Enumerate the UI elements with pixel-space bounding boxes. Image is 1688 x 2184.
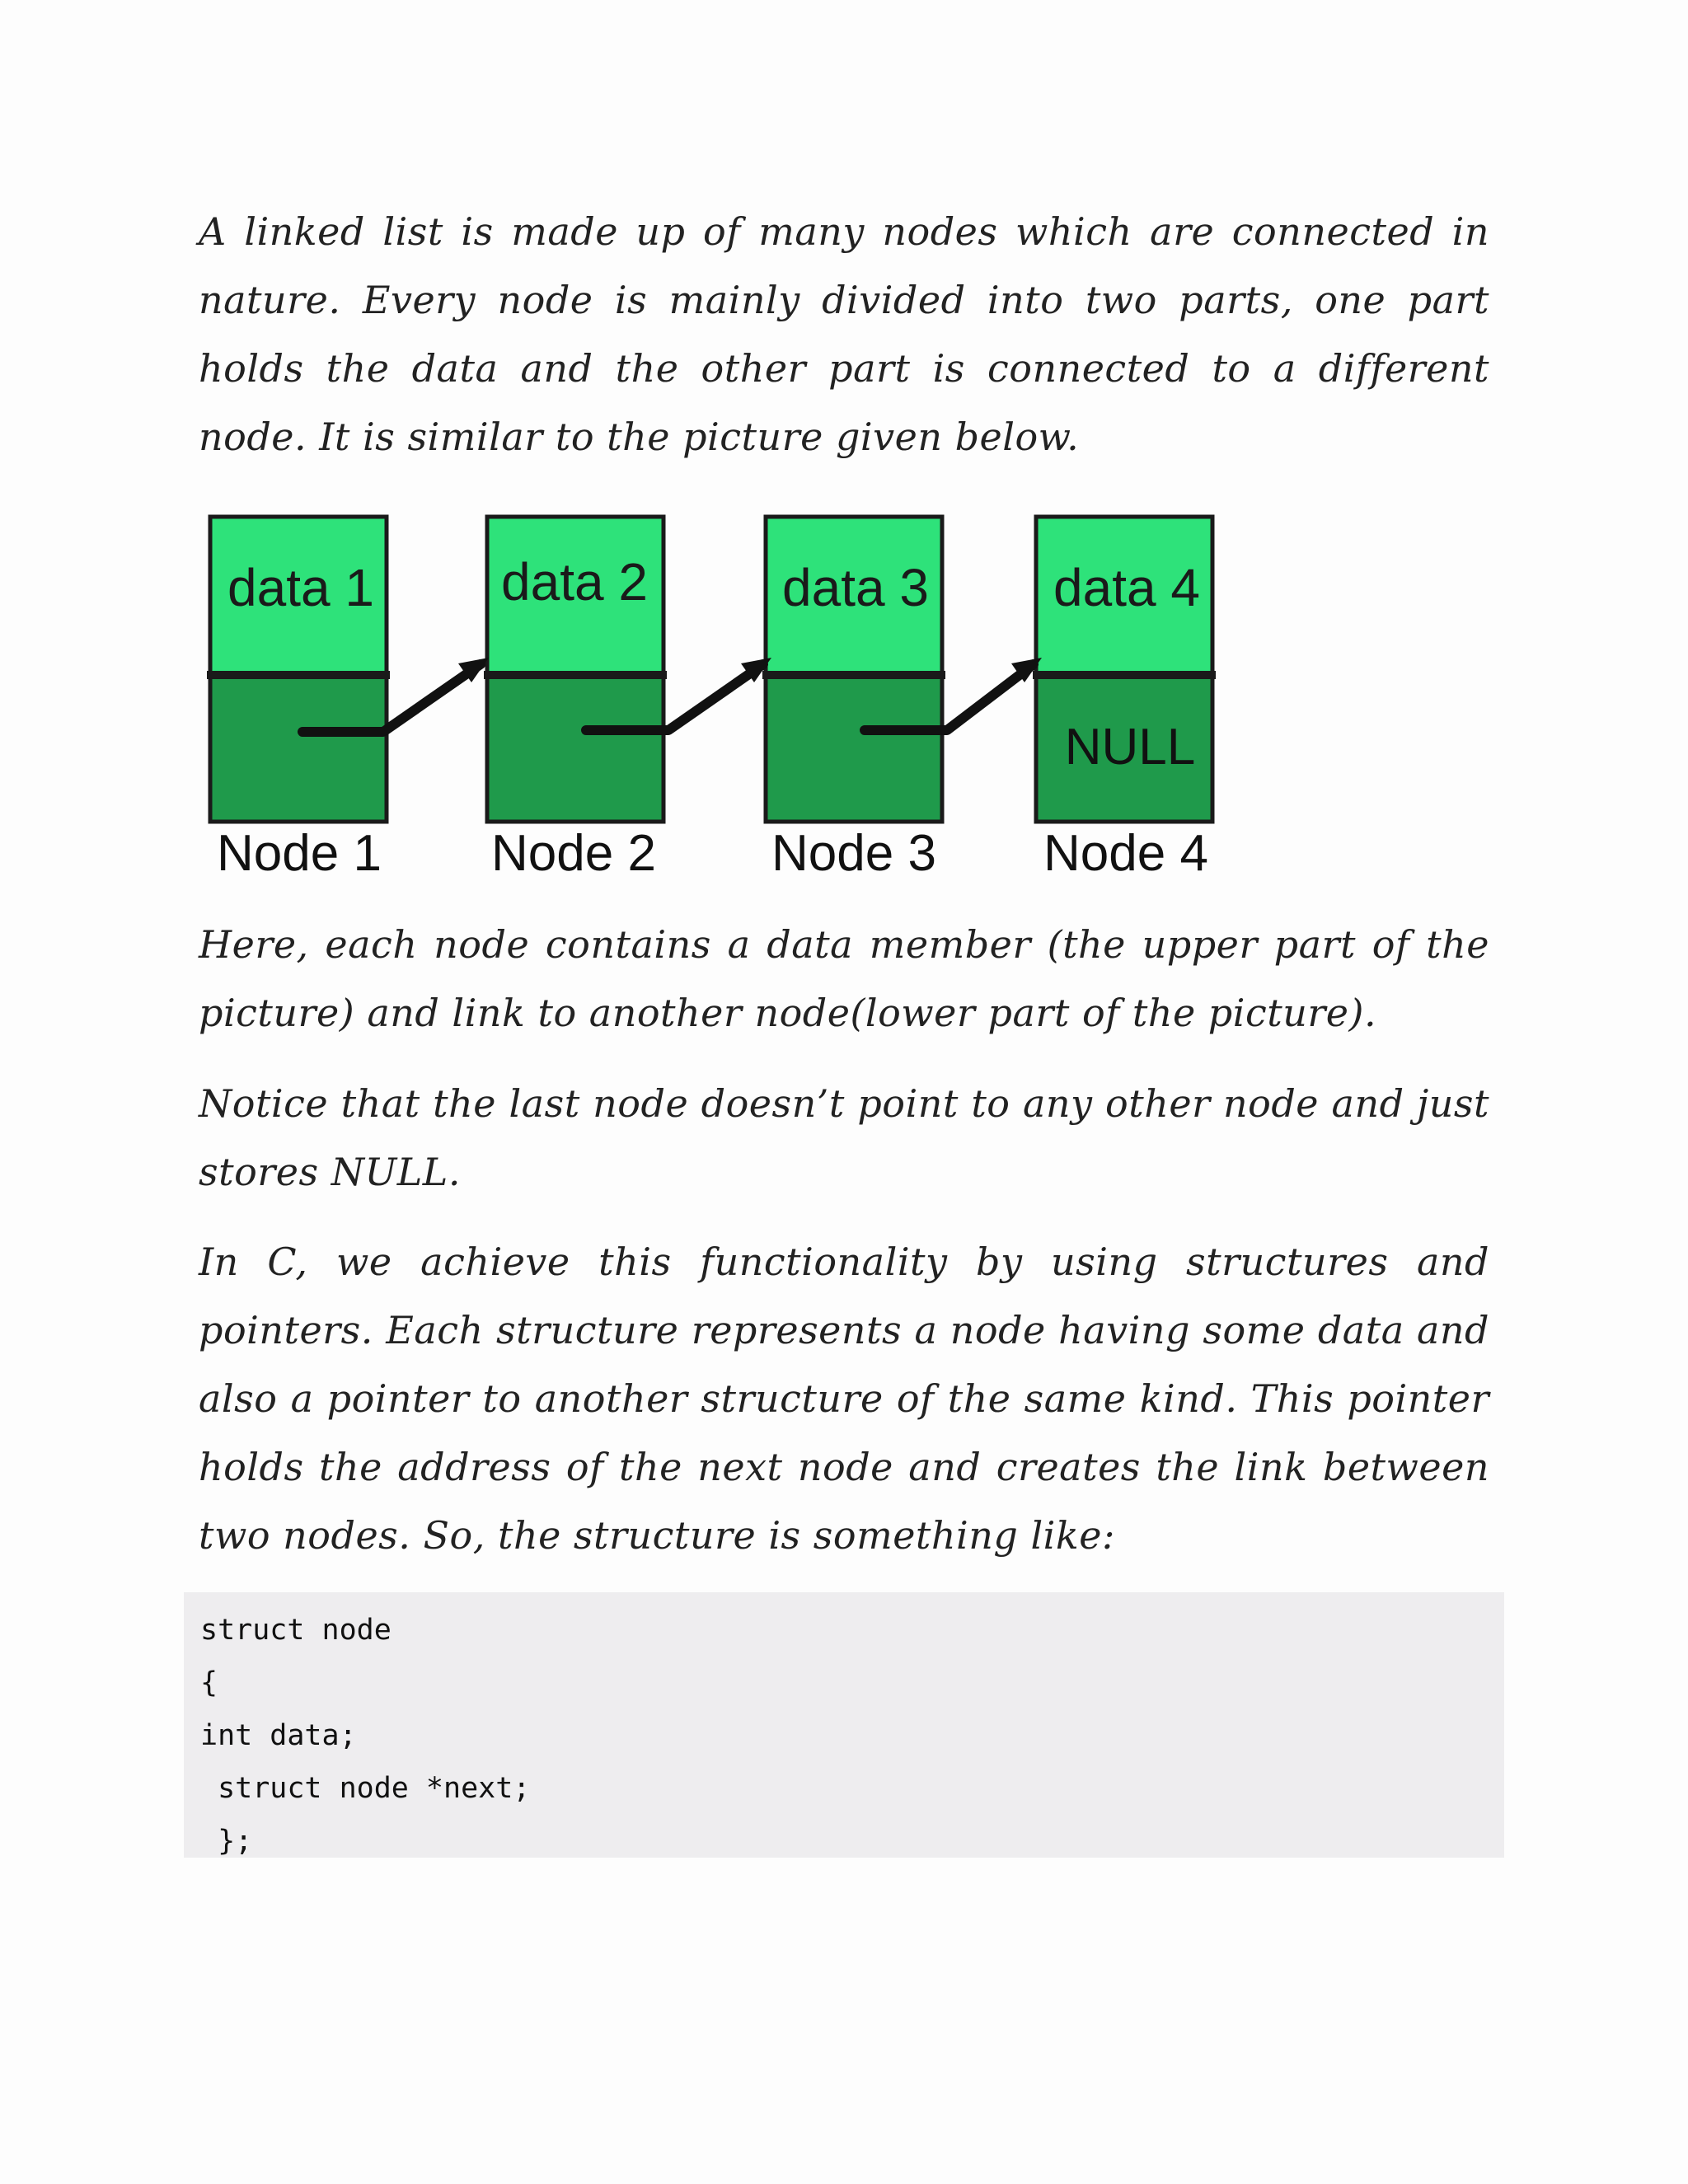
node-1 (207, 517, 390, 882)
node-4 (1033, 517, 1216, 882)
linked-list-diagram (199, 503, 1237, 890)
node-2-link-cell (487, 673, 663, 822)
node-1-data-text: data 1 (227, 558, 374, 617)
code-line: struct node (200, 1614, 392, 1647)
node-3-link-cell (766, 673, 942, 822)
node-3-data-text: data 3 (782, 558, 929, 617)
node-4-data-text: data 4 (1053, 558, 1200, 617)
code-line: int data; (200, 1719, 357, 1752)
node-4-null-text: NULL (1064, 719, 1196, 776)
code-line: }; (200, 1825, 253, 1858)
node-3 (762, 517, 945, 882)
node-1-label: Node 1 (217, 825, 382, 882)
code-line: { (200, 1666, 218, 1699)
explanation-paragraph: Here, each node contains a data member (the upper part of the picture) and link to another node(lower part of the picture). (199, 922, 1489, 1035)
code-line: struct node *next; (200, 1772, 531, 1805)
code-block (184, 1592, 1504, 1858)
intro-paragraph: A linked list is made up of many nodes which are connected in nature. Every node is mainly divided into two parts, one part holds the data and the other part is connected to a different node. It is similar to the picture given below. (199, 209, 1489, 459)
node-4-label: Node 4 (1043, 825, 1208, 882)
last-node-paragraph: Notice that the last node doesn’t point to any other node and just stores NULL. (199, 1081, 1489, 1194)
node-2-label: Node 2 (491, 825, 656, 882)
c-structure-paragraph: In C, we achieve this functionality by using structures and pointers. Each structure represents a node having some data and also a pointer to another structure of the same kind. This pointer holds the address of the next node and creates the link between two nodes. So, the structure is something like: (199, 1240, 1489, 1558)
linked-list-svg (199, 503, 1237, 890)
node-3-label: Node 3 (771, 825, 936, 882)
node-1-link-cell (210, 673, 387, 822)
node-2 (484, 517, 667, 882)
node-2-data-text: data 2 (501, 552, 648, 612)
